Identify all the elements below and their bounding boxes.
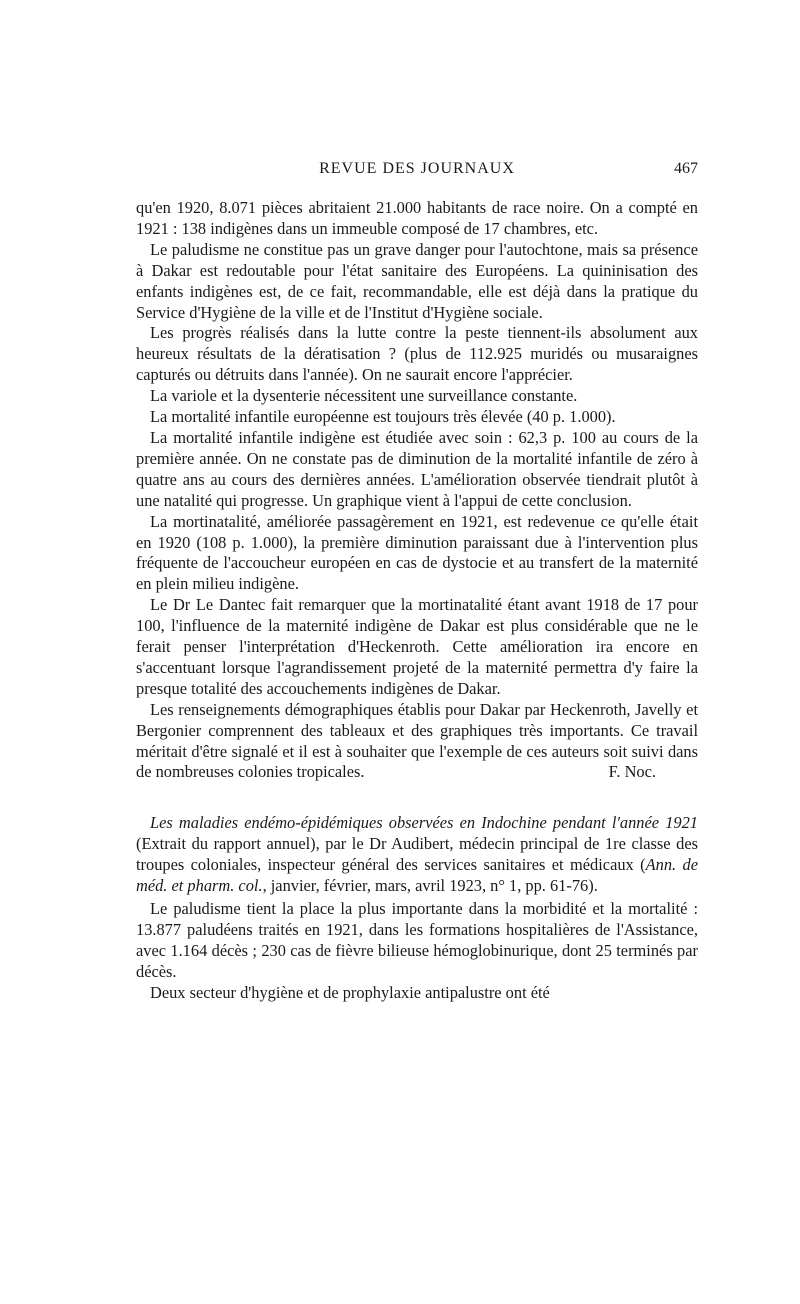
- page-number: 467: [674, 160, 698, 177]
- paragraph-variole: La variole et la dysenterie nécessitent une surveillance constante.: [150, 386, 578, 406]
- review-title: Les maladies endémo-épidémiques observées en Indochine pendant l'année 1921: [150, 813, 698, 833]
- paragraph-mortinatalite: La mortinatalité, améliorée passagèrement en 1921, est redevenue ce qu'elle était en 1920 (108 p. 1.000), la première diminution paraissant due à l'intervention plus fréquente de l'accoucheur européen en cas de dystocie et au transfert de la maternité en plein milieu indigène.: [136, 511, 698, 594]
- review-entry: [136, 813, 698, 1003]
- paragraph-mortalite-indigene: La mortalité infantile indigène est étudiée avec soin : 62,3 p. 100 au cours de la première année. On ne constate pas de diminution de la mortalité infantile de zéro à quatre ans au cours des dernières années. L'amélioration observée tiendrait plutôt à une natalité qui progresse. Un graphique vient à l'appui de cette conclusion.: [136, 427, 698, 510]
- running-header: [136, 160, 698, 182]
- text-body: [136, 198, 698, 1004]
- review-paragraph-paludisme: Le paludisme tient la place la plus importante dans la morbidité et la mortalité : 13.877 paludéens traités en 1921, dans les formations hospitalières de l'Assistance, avec 1.164 décès ; 230 cas de fièvre bilieuse hémoglobinurique, dont 25 terminés par décès.: [136, 899, 698, 981]
- paragraph-continuation: qu'en 1920, 8.071 pièces abritaient 21.000 habitants de race noire. On a compté en 1921 : 138 indigènes dans un immeuble composé de 17 chambres, etc.: [136, 198, 698, 238]
- review-citation-tail: , janvier, février, mars, avril 1923, n° 1, pp. 61-76).: [262, 876, 598, 896]
- paragraph-peste: Les progrès réalisés dans la lutte contre la peste tiennent-ils absolument aux heureux résultats de la dératisation ? (plus de 112.925 muridés ou musaraignes capturés ou détruits dans l'année). On ne saurait encore l'apprécier.: [136, 323, 698, 385]
- paragraph-le-dantec: Le Dr Le Dantec fait remarquer que la mortinatalité étant avant 1918 de 17 pour 100, l'influence de la maternité indigène de Dakar est plus considérable que ne le ferait penser l'interprétation d'Heckenroth. Cette amélioration ira encore en s'accentuant lorsque l'agrandissement projeté de la maternité permettra d'y faire la presque totalité des accouchements indigènes de Dakar.: [136, 595, 698, 698]
- author-signature: F. Noc.: [608, 762, 656, 782]
- paragraph-mortalite-europeenne: La mortalité infantile européenne est toujours très élevée (40 p. 1.000).: [150, 407, 616, 427]
- journal-section-title: REVUE DES JOURNAUX: [319, 160, 515, 177]
- paragraph-paludisme: Le paludisme ne constitue pas un grave danger pour l'autochtone, mais sa présence à Dakar est redoutable pour l'état sanitaire des Européens. La quininisation des enfants indigènes est, de ce fait, recommandable, elle est déjà dans la pratique du Service d'Hygiène de la ville et de l'Institut d'Hygiène sociale.: [136, 239, 698, 322]
- review-journal: Ann. de méd. et pharm. col.: [136, 855, 698, 896]
- review-paragraph-secteurs: Deux secteur d'hygiène et de prophylaxie antipalustre ont été: [150, 982, 550, 1002]
- review-extract-note: (Extrait du rapport annuel), par le Dr Audibert, médecin principal de 1re classe des troupes coloniales, inspecteur général des services sanitaires et médicaux (: [136, 834, 698, 875]
- review-citation: [136, 813, 698, 897]
- paragraph-renseignements: Les renseignements démographiques établis pour Dakar par Heckenroth, Javelly et Bergonier comprennent des tableaux et des graphiques très importants. Ce travail méritait d'être signalé et il est à souhaiter que l'exemple de ces auteurs soit suivi dans de nombreuses colonies tropicales.: [136, 699, 698, 782]
